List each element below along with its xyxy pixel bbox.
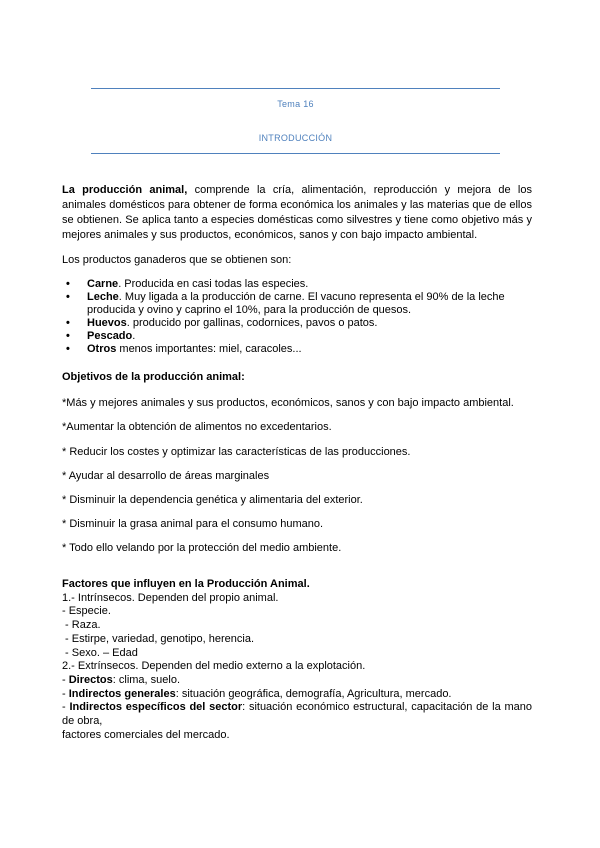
item-term: Carne xyxy=(87,278,119,290)
intrinsic-title: 1.- Intrínsecos. Dependen del propio animal. xyxy=(62,591,279,604)
list-item xyxy=(62,317,532,330)
intrinsic-item: - Estirpe, variedad, genotipo, herencia. xyxy=(62,632,255,645)
item-desc: : situación geográfica, demografía, Agricultura, mercado. xyxy=(175,687,452,700)
extrinsic-item xyxy=(62,701,532,728)
factors-heading-text: Factores que influyen en la Producción Animal. xyxy=(62,578,310,590)
intrinsic-item: - Especie. xyxy=(62,605,111,618)
factors-heading xyxy=(62,578,532,592)
item-term: Otros xyxy=(87,343,117,355)
bullet: • xyxy=(66,330,70,342)
item-desc: menos importantes: miel, caracoles... xyxy=(116,343,302,355)
item-desc: . Muy ligada a la producción de carne. El vacuno representa el 90% de la leche producida y ovino y caprino el 10%, para la producción de quesos. xyxy=(87,291,505,316)
intro-text: comprende la cría, alimentación, reproducción y mejora de los animales domésticos para obtener de forma económica los animales y las materias que de ellos se obtienen. Se aplica tanto a especies domésticas como silvestres y tiene como objetivo más y mejores animales y sus productos, económicos, sanos y con bajo impacto ambiental. xyxy=(62,184,532,241)
item-desc: . xyxy=(132,330,136,342)
item-desc: : situación económico estructural, capacitación de la mano de obra, xyxy=(62,701,532,728)
objective-item: * Disminuir la grasa animal para el consumo humano. xyxy=(62,518,324,530)
intrinsic-item: - Sexo. – Edad xyxy=(62,646,138,659)
page-title: INTRODUCCIÓN xyxy=(258,133,333,143)
factors-closing: factores comerciales del mercado. xyxy=(62,728,230,741)
intro-lead: La producción animal, xyxy=(62,184,188,196)
item-desc: . Producida en casi todas las especies. xyxy=(118,278,309,290)
item-prefix: - xyxy=(62,701,70,714)
item-term: Indirectos generales xyxy=(68,687,176,700)
objectives-heading xyxy=(62,370,532,385)
factors-section xyxy=(62,578,532,742)
item-prefix: - xyxy=(62,673,69,686)
objective-item: * Disminuir la dependencia genética y alimentaria del exterior. xyxy=(62,494,363,506)
header-top-rule xyxy=(91,88,500,89)
item-term: Indirectos específicos del sector xyxy=(69,701,243,714)
list-item xyxy=(62,343,532,356)
item-prefix: - xyxy=(62,687,69,700)
intrinsic-item: - Raza. xyxy=(62,619,101,632)
header-bottom-rule xyxy=(91,153,500,154)
item-term: Huevos xyxy=(87,317,127,329)
intro-paragraph xyxy=(62,183,532,243)
list-item xyxy=(62,330,532,343)
bullet: • xyxy=(66,291,70,303)
topic-number: Tema 16 xyxy=(277,99,314,109)
list-item xyxy=(62,278,532,291)
extrinsic-item xyxy=(62,674,532,688)
objective-item: *Más y mejores animales y sus productos, económicos, sanos y con bajo impacto ambiental. xyxy=(62,397,514,409)
bullet: • xyxy=(66,278,70,290)
item-term: Leche xyxy=(87,291,119,303)
list-item xyxy=(62,291,532,317)
bullet: • xyxy=(66,343,70,355)
objective-item: * Todo ello velando por la protección del medio ambiente. xyxy=(62,542,342,554)
products-intro: Los productos ganaderos que se obtienen son: xyxy=(62,254,292,266)
objective-item: *Aumentar la obtención de alimentos no excedentarios. xyxy=(62,421,332,433)
item-term: Directos xyxy=(68,673,113,686)
item-desc: : clima, suelo. xyxy=(112,673,181,686)
products-list xyxy=(62,278,532,356)
item-term: Pescado xyxy=(87,330,133,342)
item-desc: . producido por gallinas, codornices, pavos o patos. xyxy=(126,317,378,329)
bullet: • xyxy=(66,317,70,329)
extrinsic-item xyxy=(62,688,532,702)
objective-item: * Reducir los costes y optimizar las características de las producciones. xyxy=(62,446,411,458)
extrinsic-title: 2.- Extrínsecos. Dependen del medio externo a la explotación. xyxy=(62,660,366,673)
objectives-heading-text: Objetivos de la producción animal: xyxy=(62,371,245,383)
objective-item: * Ayudar al desarrollo de áreas marginales xyxy=(62,470,270,482)
